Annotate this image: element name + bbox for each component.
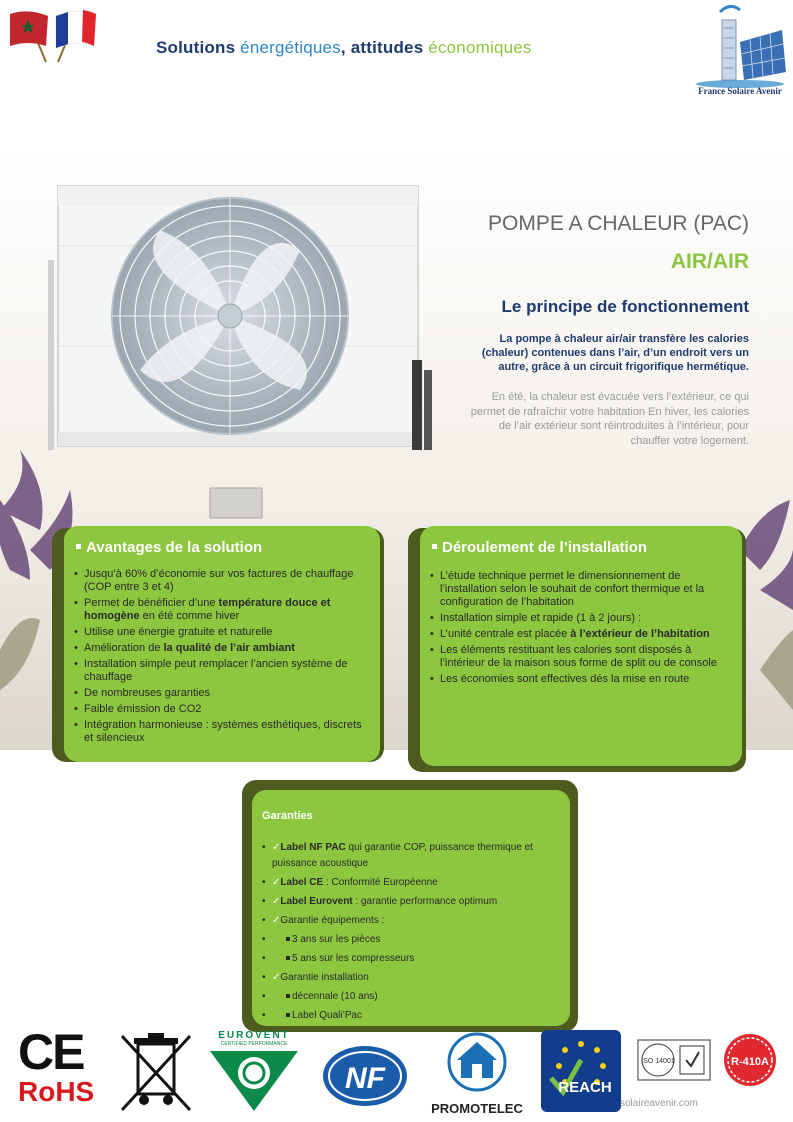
guarantee-label: Label NF PAC [280,842,346,853]
guarantee-text: décennale (10 ans) [292,991,378,1002]
list-item [74,568,370,594]
guarantee-text: 3 ans sur les pièces [292,934,381,945]
list-item-text: Installation simple et rapide (1 à 2 jours) : [440,612,642,624]
square-bullet-icon [286,994,290,998]
guarantee-item [262,1008,562,1024]
square-bullet-icon [286,1013,290,1017]
principle-description: La pompe à chaleur air/air transfère les calories (chaleur) contenues dans l’air, d’un endroit vers un autre, grâce à un circuit frigorifique hermétique. [481,333,749,373]
guarantee-item [262,913,562,929]
advantages-card [64,526,380,762]
guarantee-text: Garantie équipements : [280,915,385,926]
guarantees-card [252,790,570,1026]
check-icon: ✓ [272,972,281,983]
reach-logo [541,1030,621,1118]
tagline [156,38,532,58]
nf-text: NF [345,1062,385,1095]
guarantee-text: 5 ans sur les compresseurs [292,953,415,964]
guarantee-text: : Conformité Européenne [323,877,438,888]
tagline-part4: économiques [428,38,532,57]
guarantee-text: Label Quali’Pac [292,1010,363,1021]
brand-name: France Solaire Avenir [698,86,782,96]
installation-title [432,539,647,556]
ce-rohs-logo [18,1024,108,1118]
principle-heading: Le principe de fonctionnement [501,297,749,316]
guarantee-label: Label CE [280,877,324,888]
promotelec-text: PROMOTELEC [431,1101,523,1116]
list-item [74,703,370,716]
guarantee-item [262,894,562,910]
guarantee-item [262,951,562,967]
list-item-text: Faible émission de CO2 [84,703,202,715]
guarantee-item [262,970,562,986]
seasonal-description: En été, la chaleur est évacuée vers l’extérieur, ce qui permet de rafraîchir votre habitation En hiver, les calories de l’air extérieur sont réintroduites à l’intérieur, pour chauffer votre logement. [470,391,749,447]
check-icon: ✓ [272,915,281,926]
square-bullet-icon [286,937,290,941]
guarantee-item [262,875,562,891]
check-icon: ✓ [272,896,281,907]
list-item-text: Les éléments restituant les calories sont disposés à l’intérieur de la maison sous forme de split ou de console [440,644,717,669]
square-bullet-icon [286,956,290,960]
installation-title-text: Déroulement de l’installation [442,539,648,556]
list-item [74,719,370,745]
advantages-list [74,568,370,748]
list-item [74,687,370,700]
list-item-text: Amélioration de [84,642,164,654]
list-item-text: L’étude technique permet le dimensionnement de l’installation selon le souhait de confort thermique et la configuration de l’habitation [440,570,705,608]
title-bullet-icon [76,544,81,549]
eurovent-subtext: CERTIFIED PERFORMANCE [220,1041,288,1047]
promotelec-logo [430,1030,524,1118]
list-item-text: Utilise une énergie gratuite et naturelle [84,626,273,638]
guarantee-item [262,932,562,948]
list-item-text: à l’extérieur de l’habitation [570,628,710,640]
eurovent-text: EUROVENT [218,1030,290,1041]
page-title: POMPE A CHALEUR (PAC) [487,212,749,235]
reach-text: REACH [558,1079,612,1096]
list-item [430,570,730,609]
list-item [74,642,370,655]
advantages-title [76,539,262,556]
title-bullet-icon [432,544,437,549]
guarantee-item [262,840,562,872]
list-item-text: Jusqu’à 60% d’économie sur vos factures de chauffage (COP entre 3 et 4) [84,568,354,593]
eurovent-logo [206,1030,302,1118]
ce-mark: CE [18,1024,84,1080]
list-item-text: la qualité de l’air ambiant [163,642,295,654]
check-icon: ✓ [272,842,281,853]
footer-url: solaireavenir.com [620,1098,698,1109]
rohs-mark: RoHS [18,1076,95,1107]
list-item-text: Installation simple peut remplacer l’ancien système de chauffage [84,658,348,683]
guarantees-list [262,840,562,1024]
list-item [74,658,370,684]
advantages-title-text: Avantages de la solution [86,539,263,556]
list-item-text: Intégration harmonieuse : systèmes esthétiques, discrets et silencieux [84,719,362,744]
installation-card [420,526,742,766]
list-item-text: en été comme hiver [139,610,240,622]
guarantees-title: Garanties [262,810,313,822]
nf-logo [320,1030,410,1118]
tagline-part3: , attitudes [340,38,429,57]
check-icon: ✓ [272,877,281,888]
guarantee-text: Garantie installation [280,972,369,983]
list-item [74,626,370,639]
list-item [430,628,730,641]
weee-bin-icon [118,1030,194,1118]
list-item [430,673,730,686]
list-item-text: L’unité centrale est placée [440,628,571,640]
list-item [430,644,730,670]
flags-logo [6,6,98,64]
list-item-text: Permet de bénéficier d’une [84,597,219,609]
page-subtitle: AIR/AIR [670,250,749,273]
installation-list [430,570,730,689]
tagline-part2: énergétiques [240,38,341,57]
list-item-text: De nombreuses garanties [84,687,210,699]
guarantee-label: Label Eurovent [280,896,353,907]
list-item [430,612,730,625]
guarantee-text: qui garantie COP, puissance thermique et puissance acoustique [272,842,533,869]
guarantee-item [262,989,562,1005]
iso-text: ISO 14001 [641,1058,675,1065]
r410a-logo [720,1030,780,1118]
list-item-text: Les économies sont effectives dés la mise en route [440,673,690,685]
guarantees-content [262,810,562,1027]
list-item-text: température douce et homogène [84,597,331,622]
guarantee-text: : garantie performance optimum [352,896,498,907]
r410a-text: R-410A [731,1056,769,1068]
list-item [74,597,370,623]
tagline-part1: Solutions [156,38,241,57]
